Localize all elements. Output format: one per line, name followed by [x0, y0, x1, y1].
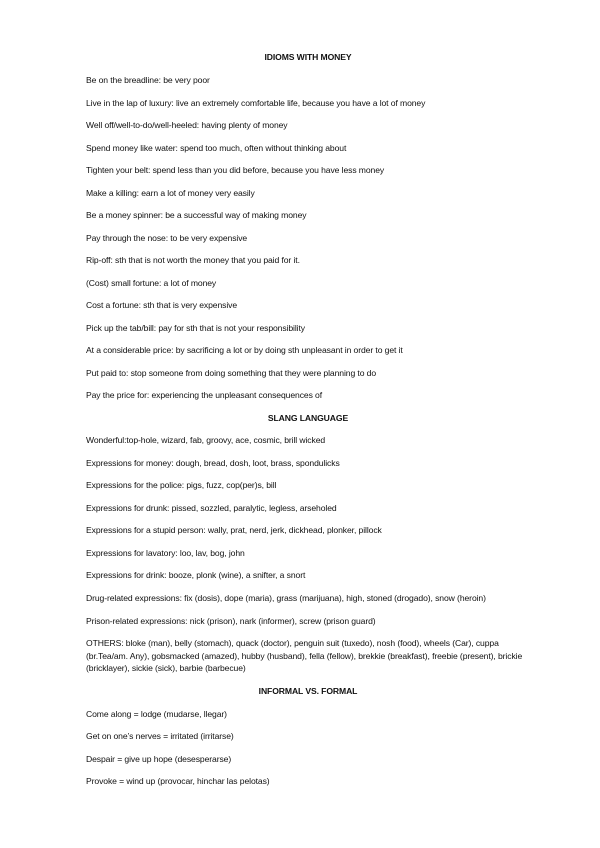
section-heading-slang: SLANG LANGUAGE	[267, 412, 349, 423]
register-line: Provoke = wind up (provocar, hinchar las pelotas)	[86, 776, 270, 786]
idiom-line: Rip-off: sth that is not worth the money that you paid for it.	[86, 255, 300, 265]
section-heading-idioms: IDIOMS WITH MONEY	[264, 52, 352, 62]
idiom-line: Put paid to: stop someone from doing something that they were planning to do	[86, 367, 377, 378]
slang-line: Prison-related expressions: nick (prison), nark (informer), screw (prison guard)	[86, 615, 376, 626]
idiom-line: Spend money like water: spend too much, often without thinking about	[86, 142, 347, 153]
slang-line: Expressions for the police: pigs, fuzz, cop(per)s, bill	[86, 480, 277, 490]
idiom-line: Pay through the nose: to be very expensive	[86, 232, 248, 243]
idiom-line: Tighten your belt: spend less than you did before, because you have less money	[86, 165, 385, 175]
idiom-line: Be a money spinner: be a successful way of making money	[86, 210, 307, 220]
idiom-line: Well off/well-to-do/well-heeled: having plenty of money	[86, 120, 288, 130]
slang-line: Drug-related expressions: fix (dosis), dope (maria), grass (marijuana), high, stoned (drogado), snow (heroin)	[86, 592, 486, 603]
idiom-line: Pay the price for: experiencing the unpleasant consequences of	[86, 390, 323, 400]
section-heading-informal-formal: INFORMAL VS. FORMAL	[258, 686, 358, 696]
register-line: Come along = lodge (mudarse, llegar)	[86, 708, 227, 719]
slang-line: Expressions for drink: booze, plonk (wine), a snifter, a snort	[86, 570, 306, 580]
slang-line: Wonderful:top-hole, wizard, fab, groovy, ace, cosmic, brill wicked	[86, 435, 326, 445]
idiom-line: Be on the breadline: be very poor	[86, 75, 210, 85]
slang-line: Expressions for money: dough, bread, dosh, loot, brass, spondulicks	[86, 457, 340, 468]
idiom-line: At a considerable price: by sacrificing a lot or by doing sth unpleasant in order to get it	[86, 345, 403, 355]
register-line: Despair = give up hope (desesperarse)	[86, 753, 232, 764]
idiom-line: Pick up the tab/bill: pay for sth that is not your responsibility	[86, 322, 305, 333]
idiom-line: Make a killing: earn a lot of money very easily	[86, 187, 255, 198]
register-line: Get on one’s nerves = irritated (irritarse)	[86, 731, 234, 741]
idiom-line: (Cost) small fortune: a lot of money	[86, 277, 217, 288]
slang-line: Expressions for lavatory: loo, lav, bog, john	[86, 547, 245, 558]
slang-line: OTHERS: bloke (man), belly (stomach), quack (doctor), penguin suit (tuxedo), nosh (food), wheels (Car), cuppa (br.Tea/am. Any), gobsmacked (amazed), hubby (husband), fella (fellow), brekkie (breakfast), freebie (present), brickie (bricklayer), sickie (sick), barbie (barbecue)	[86, 638, 523, 673]
slang-line: Expressions for a stupid person: wally, prat, nerd, jerk, dickhead, plonker, pillock	[86, 525, 382, 535]
slang-line: Expressions for drunk: pissed, sozzled, paralytic, legless, arseholed	[86, 502, 337, 513]
idiom-line: Cost a fortune: sth that is very expensive	[86, 300, 238, 310]
idiom-line: Live in the lap of luxury: live an extremely comfortable life, because you have a lot of money	[86, 97, 426, 108]
